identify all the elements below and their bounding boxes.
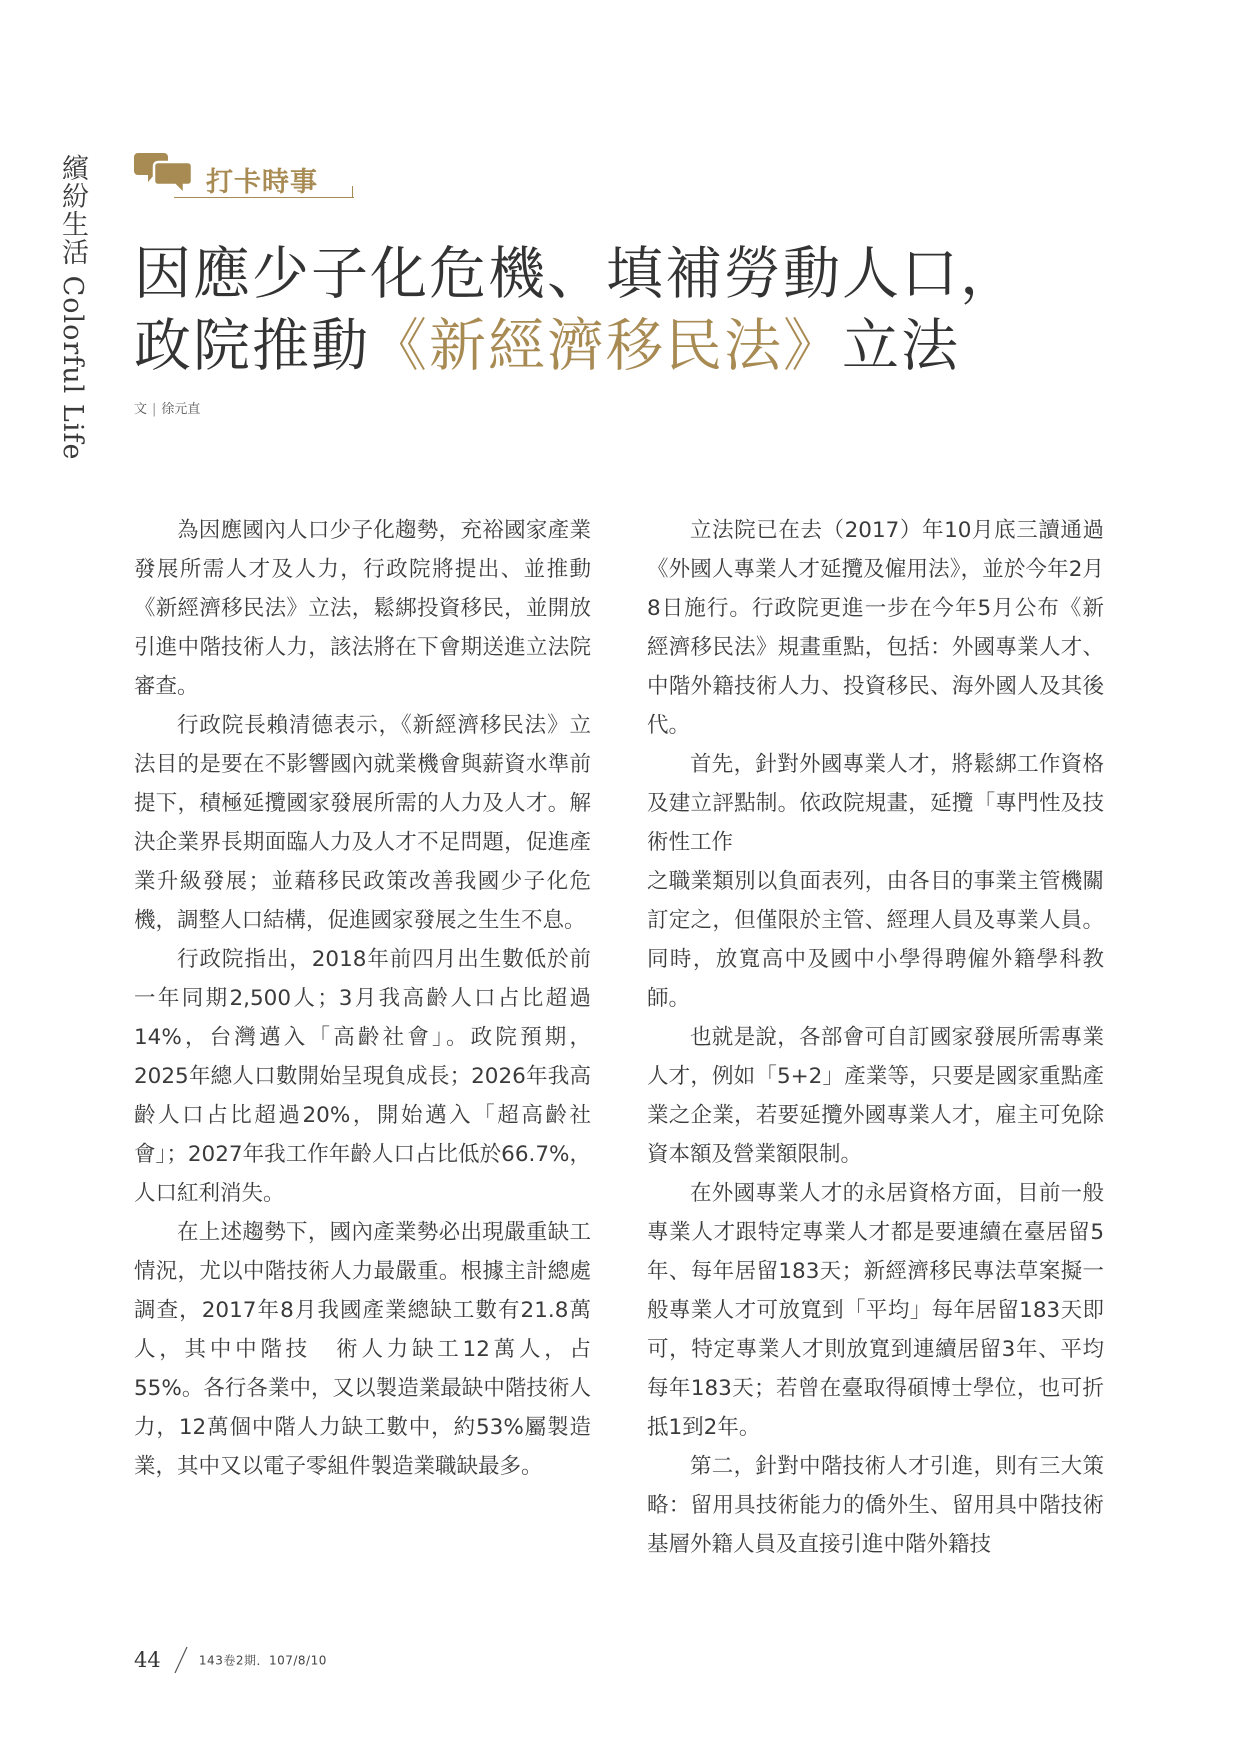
byline-separator: | (152, 402, 157, 417)
section-tag-label: 打卡時事 (206, 167, 318, 198)
section-tag-underline (174, 197, 354, 198)
page-number: 44 (134, 1648, 161, 1672)
headline-line-2-prefix: 政院推動 (134, 313, 370, 379)
byline-label: 文 (134, 402, 148, 417)
headline-law-name: 《新經濟移民法》 (370, 313, 842, 379)
section-tag-corner (352, 186, 353, 197)
article-column-left (134, 511, 591, 1486)
slash-divider-icon (174, 1646, 188, 1674)
paragraph: 首先，針對外國專業人才，將鬆綁工作資格及建立評點制。依政院規畫，延攬「專門性及技術性工作 (647, 752, 1104, 855)
article-headline (134, 238, 1019, 382)
speech-bubbles-icon (134, 150, 194, 198)
paragraph: 第二，針對中階技術人才引進，則有三大策略：留用具技術能力的僑外生、留用具中階技術基層外籍人員及直接引進中階外籍技 (647, 1454, 1104, 1557)
paragraph: 在外國專業人才的永居資格方面，目前一般專業人才跟特定專業人才都是要連續在臺居留5年、每年居留183天；新經濟移民專法草案擬一般專業人才可放寬到「平均」每年居留183天即可，特定專業人才則放寬到連續居留3年、平均每年183天；若曾在臺取得碩博士學位，也可折抵1到2年。 (647, 1181, 1104, 1440)
headline-line-1: 因應少子化危機、填補勞動人口， (134, 241, 1019, 307)
section-side-label: 繽紛生活 Colorful Life (57, 154, 88, 461)
paragraph: 為因應國內人口少子化趨勢，充裕國家產業發展所需人才及人力，行政院將提出、並推動《新經濟移民法》立法，鬆綁投資移民，並開放引進中階技術人力，該法將在下會期送進立法院審查。 (134, 518, 591, 699)
article-column-right (647, 511, 1104, 1564)
paragraph: 在上述趨勢下，國內產業勢必出現嚴重缺工情況，尤以中階技術人力最嚴重。根據主計總處調查，2017年8月我國產業總缺工數有21.8萬人，其中中階技 術人力缺工12萬人，占55%。各行各業中，又以製造業最缺中階技術人力，12萬個中階人力缺工數中，約53%屬製造業，其中又以電子零組件製造業職缺最多。 (134, 1220, 591, 1479)
byline (134, 398, 200, 417)
issue-info: 143卷2期．107/8/10 (198, 1653, 327, 1668)
section-tag (134, 150, 346, 208)
byline-author: 徐元直 (161, 402, 201, 417)
paragraph: 行政院長賴清德表示，《新經濟移民法》立法目的是要在不影響國內就業機會與薪資水準前提下，積極延攬國家發展所需的人力及人才。解決企業界長期面臨人力及人才不足問題，促進產業升級發展；並藉移民政策改善我國少子化危機，調整人口結構，促進國家發展之生生不息。 (134, 713, 591, 933)
paragraph: 也就是說，各部會可自訂國家發展所需專業人才，例如「5+2」產業等，只要是國家重點產業之企業，若要延攬外國專業人才，雇主可免除資本額及營業額限制。 (647, 1025, 1104, 1167)
paragraph: 行政院指出，2018年前四月出生數低於前一年同期2,500人；3月我高齡人口占比超過14%，台灣邁入「高齡社會」。政院預期，2025年總人口數開始呈現負成長；2026年我高齡人口占比超過20%，開始邁入「超高齡社會」；2027年我工作年齡人口占比低於66.7%，人口紅利消失。 (134, 947, 591, 1206)
headline-line-2-suffix: 立法 (842, 313, 960, 379)
page-footer (134, 1646, 327, 1676)
paragraph: 之職業類別以負面表列，由各目的事業主管機關訂定之，但僅限於主管、經理人員及專業人員。同時，放寬高中及國中小學得聘僱外籍學科教師。 (647, 869, 1104, 1011)
paragraph: 立法院已在去（2017）年10月底三讀通過《外國人專業人才延攬及僱用法》，並於今年2月8日施行。行政院更進一步在今年5月公布《新經濟移民法》規畫重點，包括：外國專業人才、中階外籍技術人力、投資移民、海外國人及其後代。 (647, 518, 1104, 738)
